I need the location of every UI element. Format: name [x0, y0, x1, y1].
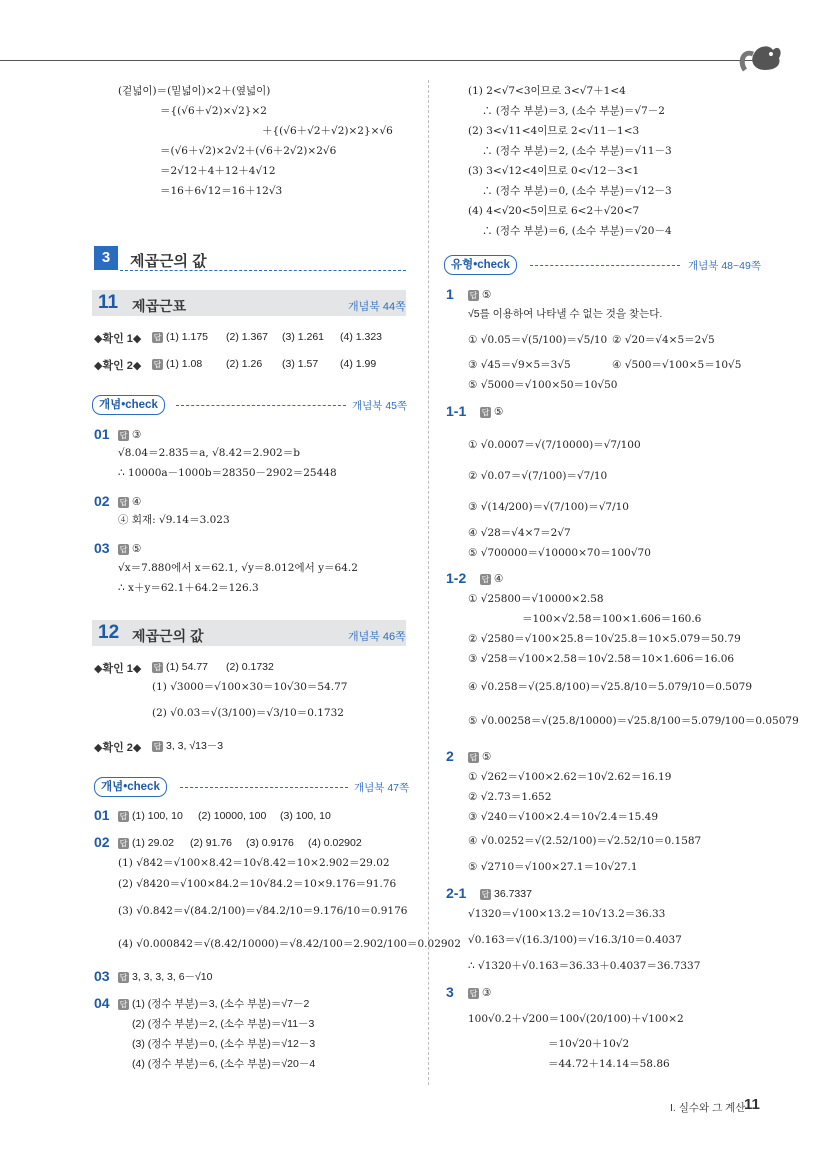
answer: (2) 1.26 [226, 358, 263, 370]
answer: (2) 10000, 100 [198, 810, 267, 822]
answer-row: 답 ⑤ [481, 406, 504, 418]
concept-check-pill: 개념•check [92, 395, 165, 415]
answer: (3) 0.9176 [246, 837, 294, 849]
solution-line: ＝44.72＋14.14＝58.86 [548, 1058, 670, 1070]
answer-badge-icon: 답 [469, 988, 478, 998]
pill-ref: 개념북 47쪽 [354, 782, 410, 794]
solution-line: ④ √0.258＝√(25.8/100)＝√25.8/10＝5.079/10＝0.5079 [468, 681, 753, 693]
answer-row: 답 ③ [469, 987, 492, 999]
solution-line: ∴ (정수 부분)＝3, (소수 부분)＝√7－2 [482, 105, 665, 117]
solution-line: ① √25800＝√10000×2.58 [468, 593, 604, 605]
solution-line: (3) (정수 부분)＝0, (소수 부분)＝√12－3 [132, 1038, 316, 1050]
solution-line: ② √20＝√4×5＝2√5 [612, 334, 715, 346]
solution-line: √5를 이용하여 나타낼 수 없는 것을 찾는다. [468, 308, 663, 320]
answer-badge-icon: 답 [119, 811, 128, 821]
header-rule [0, 60, 760, 61]
solution-line: ⑤ √700000＝√10000×70＝100√70 [468, 547, 651, 559]
solution-line: 100√0.2＋√200＝100√(20/100)＋√100×2 [468, 1013, 684, 1025]
section-number: 3 [94, 246, 118, 270]
solution-line: ③ √45＝√9×5＝3√5 [468, 359, 571, 371]
solution-line: ② √2.73＝1.652 [468, 791, 552, 803]
question-number: 01 [94, 807, 110, 823]
question-number: 03 [94, 968, 110, 984]
concept-check-pill: 개념•check [94, 777, 167, 797]
answer-badge-icon: 답 [119, 999, 128, 1009]
answer-badge-icon: 답 [119, 838, 128, 848]
answer-row: 답 ④ [119, 496, 142, 508]
answer-row: 답 ④ [481, 573, 504, 585]
solution-line: ∴ x＋y＝62.1＋64.2＝126.3 [118, 582, 259, 594]
solution-line: (1) √3000＝√100×30＝10√30＝54.77 [152, 681, 348, 693]
solution-line: (2) 3<√11<4이므로 2<√11－1<3 [468, 125, 640, 137]
calc-line: ＋{(√6＋√2＋√2)×2}×√6 [262, 125, 393, 137]
solution-line: ∴ √1320＋√0.163＝36.33＋0.4037＝36.7337 [468, 960, 701, 972]
solution-line: ① √262＝√100×2.62＝10√2.62＝16.19 [468, 771, 672, 783]
unit-number: 12 [98, 622, 120, 643]
answer-badge-icon: 답 [469, 752, 478, 762]
unit-ref: 개념북 46쪽 [348, 631, 406, 643]
solution-line: (3) 3<√12<4이므로 0<√12－3<1 [468, 165, 640, 177]
question-number: 01 [94, 426, 110, 442]
calc-line: ＝16＋6√12＝16＋12√3 [160, 185, 283, 197]
solution-line: ⑤ √2710＝√100×27.1＝10√27.1 [468, 861, 638, 873]
section-rule [120, 270, 406, 271]
answer-row: 답 (1) 54.77 [153, 661, 209, 673]
answer-row: 답 (1) 1.175 [153, 331, 209, 343]
question-number: 1 [446, 286, 454, 302]
calc-line: ＝(√6＋√2)×2√2＋(√6＋2√2)×2√6 [160, 145, 337, 157]
answer: (2) 1.367 [226, 331, 269, 343]
solution-line: (2) √0.03＝√(3/100)＝√3/10＝0.1732 [152, 707, 344, 719]
answer-row: 답 (1) (정수 부분)＝3, (소수 부분)＝√7－2 [119, 998, 310, 1010]
question-number: 1-2 [446, 570, 467, 586]
answer-row: 답 (1) 1.08 [153, 358, 203, 370]
answer-badge-icon: 답 [469, 290, 478, 300]
chapter-title: I. 실수와 그 계산 [670, 1102, 746, 1114]
answer-badge-icon: 답 [153, 359, 162, 369]
answer-row: 답 36.7337 [481, 888, 532, 900]
question-number: 02 [94, 834, 110, 850]
answer-row: 답 ⑤ [469, 289, 492, 301]
answer-row: 답 (1) 100, 10 [119, 810, 183, 822]
type-check-pill: 유형•check [444, 255, 517, 275]
answer-badge-icon: 답 [119, 972, 128, 982]
solution-line: (1) 2<√7<3이므로 3<√7＋1<4 [468, 85, 626, 97]
answer: (3) 1.57 [282, 358, 319, 370]
answer-row: 답 3, 3, 3, 3, 6－√10 [119, 971, 213, 983]
answer-badge-icon: 답 [119, 497, 128, 507]
solution-line: (3) √0.842＝√(84.2/100)＝√84.2/10＝9.176/10＝0.9176 [118, 905, 408, 917]
answer-row: 답 ③ [119, 429, 142, 441]
question-number: 2 [446, 748, 454, 764]
solution-line: (4) (정수 부분)＝6, (소수 부분)＝√20－4 [132, 1058, 316, 1070]
solution-line: ＝10√20＋10√2 [548, 1038, 630, 1050]
solution-line: ④ √0.0252＝√(2.52/100)＝√2.52/10＝0.1587 [468, 835, 702, 847]
answer-badge-icon: 답 [119, 430, 128, 440]
answer: (4) 1.323 [340, 331, 383, 343]
answer-badge-icon: 답 [119, 544, 128, 554]
answer: (3) 1.261 [282, 331, 325, 343]
answer-row: 답 ⑤ [469, 751, 492, 763]
solution-line: ① √0.05＝√(5/100)＝√5/10 [468, 334, 608, 346]
answer: (3) 100, 10 [280, 810, 331, 822]
question-number: 2-1 [446, 885, 467, 901]
squirrel-mascot-icon [735, 40, 783, 76]
solution-line: ∴ 10000a－1000b＝28350－2902＝25448 [118, 467, 337, 479]
solution-line: ⑤ √0.00258＝√(25.8/10000)＝√25.8/100＝5.079/100＝0.05079 [468, 715, 799, 727]
question-number: 1-1 [446, 403, 467, 419]
question-number: 02 [94, 493, 110, 509]
solution-line: ③ √258＝√100×2.58＝10√2.58＝10×1.606＝16.06 [468, 653, 735, 665]
solution-line: ∴ (정수 부분)＝2, (소수 부분)＝√11－3 [482, 145, 672, 157]
solution-line: (1) √842＝√100×8.42＝10√8.42＝10×2.902＝29.02 [118, 857, 390, 869]
answer-badge-icon: 답 [153, 332, 162, 342]
solution-line: ⑤ √5000＝√100×50＝10√50 [468, 379, 618, 391]
answer-row: 답 3, 3, √13－3 [153, 740, 224, 752]
answer-badge-icon: 답 [153, 662, 162, 672]
calc-line: ＝2√12＋4＋12＋4√12 [160, 165, 276, 177]
calc-line: ＝{(√6＋√2)×√2}×2 [160, 105, 267, 117]
solution-line: ① √0.0007＝√(7/10000)＝√7/100 [468, 439, 641, 451]
solution-line: √1320＝√100×13.2＝10√13.2＝36.33 [468, 908, 666, 920]
unit-ref: 개념북 44쪽 [348, 301, 406, 313]
answer: (4) 0.02902 [308, 837, 362, 849]
answer-badge-icon: 답 [481, 574, 490, 584]
pill-rule [176, 405, 346, 406]
solution-line: √x＝7.880에서 x＝62.1, √y＝8.012에서 y＝64.2 [118, 562, 358, 574]
answer-badge-icon: 답 [481, 889, 490, 899]
question-number: 3 [446, 984, 454, 1000]
pill-ref: 개념북 48~49쪽 [688, 260, 761, 272]
solution-line: ∴ (정수 부분)＝6, (소수 부분)＝√20－4 [482, 225, 672, 237]
solution-line: ③ √240＝√100×2.4＝10√2.4＝15.49 [468, 811, 659, 823]
pill-rule [180, 787, 348, 788]
answer: (4) 1.99 [340, 358, 377, 370]
answer: (2) 91.76 [190, 837, 233, 849]
solution-line: ∴ (정수 부분)＝0, (소수 부분)＝√12－3 [482, 185, 672, 197]
solution-line: ② √0.07＝√(7/100)＝√7/10 [468, 470, 608, 482]
unit-title: 제곱근의 값 [132, 628, 204, 644]
solution-line: (4) 4<√20<5이므로 6<2＋√20<7 [468, 205, 640, 217]
solution-line: ③ √(14/200)＝√(7/100)＝√7/10 [468, 501, 629, 513]
check-label: ◆확인 2◆ [94, 742, 142, 754]
answer-row: 답 (1) 29.02 [119, 837, 175, 849]
section-title: 제곱근의 값 [130, 253, 207, 270]
page-number: 11 [744, 1096, 760, 1113]
calc-line: (겉넓이)＝(밑넓이)×2＋(옆넓이) [118, 85, 271, 97]
unit-title: 제곱근표 [132, 298, 187, 314]
check-label: ◆확인 1◆ [94, 333, 142, 345]
pill-rule [530, 265, 680, 266]
check-label: ◆확인 1◆ [94, 663, 142, 675]
question-number: 04 [94, 995, 110, 1011]
solution-line: ④ √28＝√4×7＝2√7 [468, 527, 571, 539]
solution-line: ④ √500＝√100×5＝10√5 [612, 359, 742, 371]
pill-ref: 개념북 45쪽 [352, 400, 408, 412]
solution-line: ＝100×√2.58＝100×1.606＝160.6 [522, 613, 702, 625]
solution-line: √8.04＝2.835＝a, √8.42＝2.902＝b [118, 447, 300, 459]
answer-badge-icon: 답 [481, 407, 490, 417]
check-label: ◆확인 2◆ [94, 360, 142, 372]
column-divider [428, 80, 429, 1085]
solution-line: (2) (정수 부분)＝2, (소수 부분)＝√11－3 [132, 1018, 315, 1030]
solution-line: (4) √0.000842＝√(8.42/10000)＝√8.42/100＝2.902/100＝0.02902 [118, 938, 461, 950]
question-number: 03 [94, 540, 110, 556]
solution-line: ② √2580＝√100×25.8＝10√25.8＝10×5.079＝50.79 [468, 633, 741, 645]
solution-line: (2) √8420＝√100×84.2＝10√84.2＝10×9.176＝91.76 [118, 878, 397, 890]
solution-line: ④ 회재: √9.14＝3.023 [118, 514, 230, 526]
solution-line: √0.163＝√(16.3/100)＝√16.3/10＝0.4037 [468, 934, 682, 946]
answer: (2) 0.1732 [226, 661, 274, 673]
unit-number: 11 [98, 292, 119, 313]
answer-badge-icon: 답 [153, 741, 162, 751]
answer-row: 답 ⑤ [119, 543, 142, 555]
